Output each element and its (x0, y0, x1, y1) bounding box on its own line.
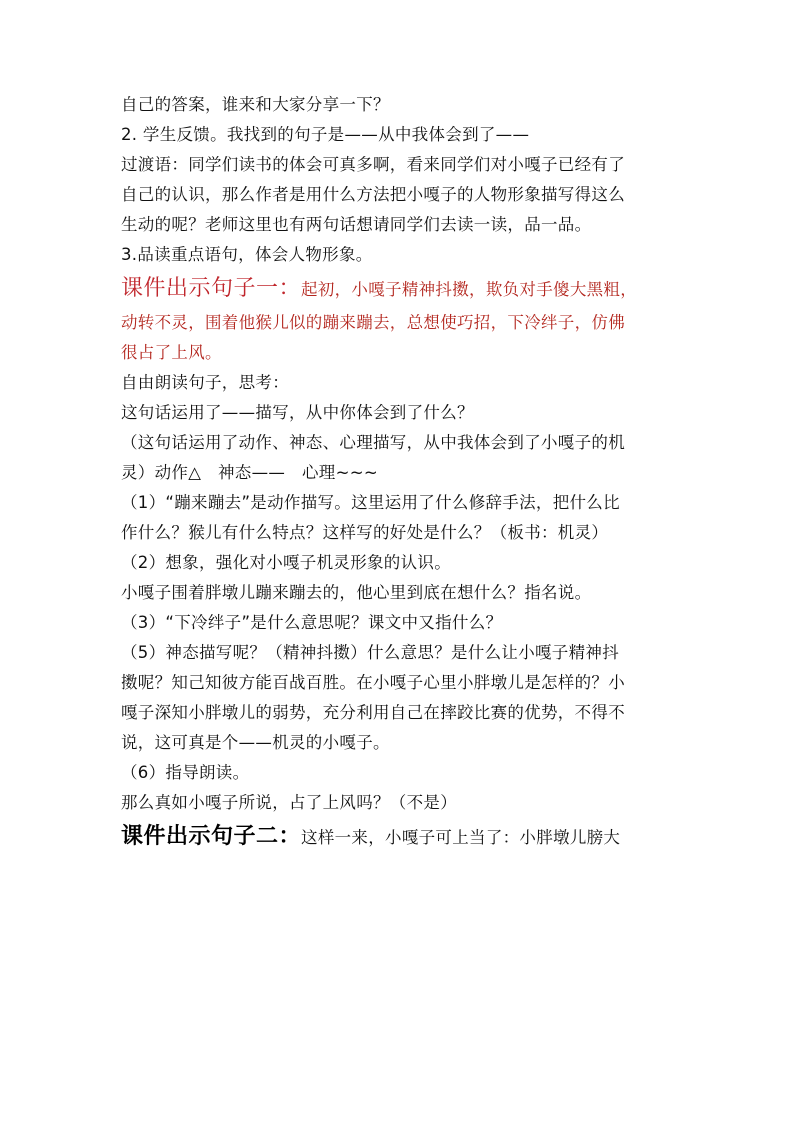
slide-one-label: 课件出示句子一： (121, 276, 302, 301)
text-line: （6）指导朗读。 (121, 763, 250, 782)
text-line: 自己的认识，那么作者是用什么方法把小嘎子的人物形象描写得这么 (121, 185, 625, 204)
text-line: 说，这可真是个——机灵的小嘎子。 (121, 733, 390, 752)
text-line: 自由朗读句子，思考： (121, 373, 289, 392)
text-line: 生动的呢？老师这里也有两句话想请同学们去读一读，品一品。 (121, 215, 592, 234)
slide-sentence-two (121, 818, 681, 856)
text-line: 作什么？猴儿有什么特点？这样写的好处是什么？（板书：机灵） (121, 523, 609, 542)
text-line: 小嘎子围着胖墩儿蹦来蹦去的，他心里到底在想什么？指名说。 (121, 583, 592, 602)
text-line: 那么真如小嘎子所说，占了上风吗？（不是） (121, 793, 457, 812)
text-line: 灵）动作△ 神态—— 心理~~~ (121, 463, 378, 482)
document-page (121, 90, 681, 856)
slide-one-line: 动转不灵，围着他猴儿似的蹦来蹦去，总想使巧招，下冷绊子，仿佛 (121, 313, 625, 332)
text-line: （5）神态描写呢？（精神抖擞）什么意思？是什么让小嘎子精神抖 (121, 643, 619, 662)
text-line: 擞呢？知己知彼方能百战百胜。在小嘎子心里小胖墩儿是怎样的？小 (121, 673, 625, 692)
text-line: 这句话运用了——描写，从中你体会到了什么？ (121, 403, 474, 422)
slide-one-text: 起初，小嘎子精神抖擞，欺负对手傻大黑粗， (301, 280, 638, 299)
text-line: 自己的答案，谁来和大家分享一下？ (121, 95, 390, 114)
text-line: （这句话运用了动作、神态、心理描写，从中我体会到了小嘎子的机 (121, 433, 625, 452)
text-line: （3）“下冷绊子”是什么意思呢？课文中又指什么？ (121, 613, 503, 632)
text-line: 嘎子深知小胖墩儿的弱势，充分利用自己在摔跤比赛的优势，不得不 (121, 703, 625, 722)
text-line: 过渡语：同学们读书的体会可真多啊，看来同学们对小嘎子已经有了 (121, 155, 625, 174)
slide-one-line: 很占了上风。 (121, 343, 222, 362)
slide-sentence-one (121, 270, 681, 308)
text-line: 2. 学生反馈。我找到的句子是——从中我体会到了—— (121, 125, 530, 144)
text-line: 3.品读重点语句，体会人物形象。 (121, 245, 373, 264)
text-line: （1）“蹦来蹦去”是动作描写。这里运用了什么修辞手法，把什么比 (121, 493, 620, 512)
slide-two-label: 课件出示句子二： (121, 824, 302, 849)
text-line: （2）想象，强化对小嘎子机灵形象的认识。 (121, 553, 451, 572)
slide-two-text: 这样一来，小嘎子可上当了：小胖墩儿膀大 (301, 828, 621, 847)
